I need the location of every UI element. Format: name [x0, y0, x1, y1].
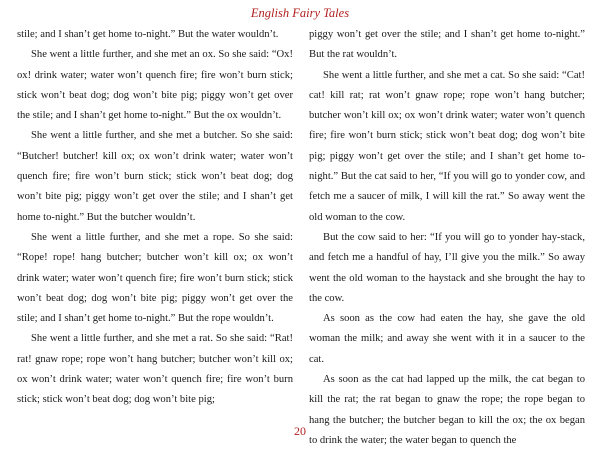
paragraph: She went a little further, and she met a rope. So she said: “Rope! rope! hang butcher; butcher won’t kill ox; ox won’t drink water; water won’t quench fire; fire won’t burn stick; stick won’t beat dog; dog won’t bite pig; piggy won’t get over the stile; and I shan’t get home to-night.” But the rope wouldn’t.: [17, 231, 293, 325]
paragraph: She went a little further, and she met a butcher. So she said: “Butcher! butcher! kill ox; ox won’t drink water; water won’t quench fire; fire won’t burn stick; stick won’t beat dog; dog won’t bite pig; piggy won’t get over the stile; and I shan’t get home to-night.” But the butcher wouldn’t.: [17, 130, 293, 223]
paragraph: But the cow said to her: “If you will go to yonder hay-stack, and fetch me a handful of hay, I’ll give you the milk.” So away went the old woman to the haystack and she brought the hay to the cow.: [309, 231, 585, 304]
left-text-column: [17, 25, 293, 411]
paragraph: stile; and I shan’t get home to-night.” But the water wouldn’t.: [17, 29, 279, 40]
paragraph: As soon as the cow had eaten the hay, she gave the old woman the milk; and away she went with it in a saucer to the cat.: [309, 313, 585, 365]
right-text-column: [309, 25, 585, 451]
paragraph: piggy won’t get over the stile; and I shan’t get home to-night.” But the rat wouldn’t.: [309, 29, 585, 61]
paragraph: As soon as the cat had lapped up the milk, the cat began to kill the rat; the rat began to gnaw the rope; the rope began to hang the butcher; the butcher began to kill the ox; the ox began to drink the water; the water began to quench the: [309, 374, 585, 446]
paragraph: She went a little further, and she met an ox. So she said: “Ox! ox! drink water; water won’t quench fire; fire won’t burn stick; stick won’t beat dog; dog won’t bite pig; piggy won’t get over the stile; and I shan’t get home to-night.” But the ox wouldn’t.: [17, 49, 293, 122]
running-title: English Fairy Tales: [250, 6, 350, 20]
paragraph: She went a little further, and she met a cat. So she said: “Cat! cat! kill rat; rat won’t gnaw rope; rope won’t hang butcher; butcher won’t kill ox; ox won’t drink water; water won’t quench fire; fire won’t burn stick; stick won’t beat dog; dog won’t bite pig; piggy won’t get over the stile; and I shan’t get home to-night.” But the cat said to her, “If you will go to yonder cow, and fetch me a saucer of milk, I will kill the rat.” So away went the old woman to the cow.: [309, 69, 585, 223]
page-number: 20: [294, 424, 306, 438]
paragraph: She went a little further, and she met a rat. So she said: “Rat! rat! gnaw rope; rope won’t hang butcher; butcher won’t kill ox; ox won’t drink water; water won’t quench fire; fire won’t burn stick; stick won’t beat dog; dog won’t bite pig;: [17, 333, 293, 406]
